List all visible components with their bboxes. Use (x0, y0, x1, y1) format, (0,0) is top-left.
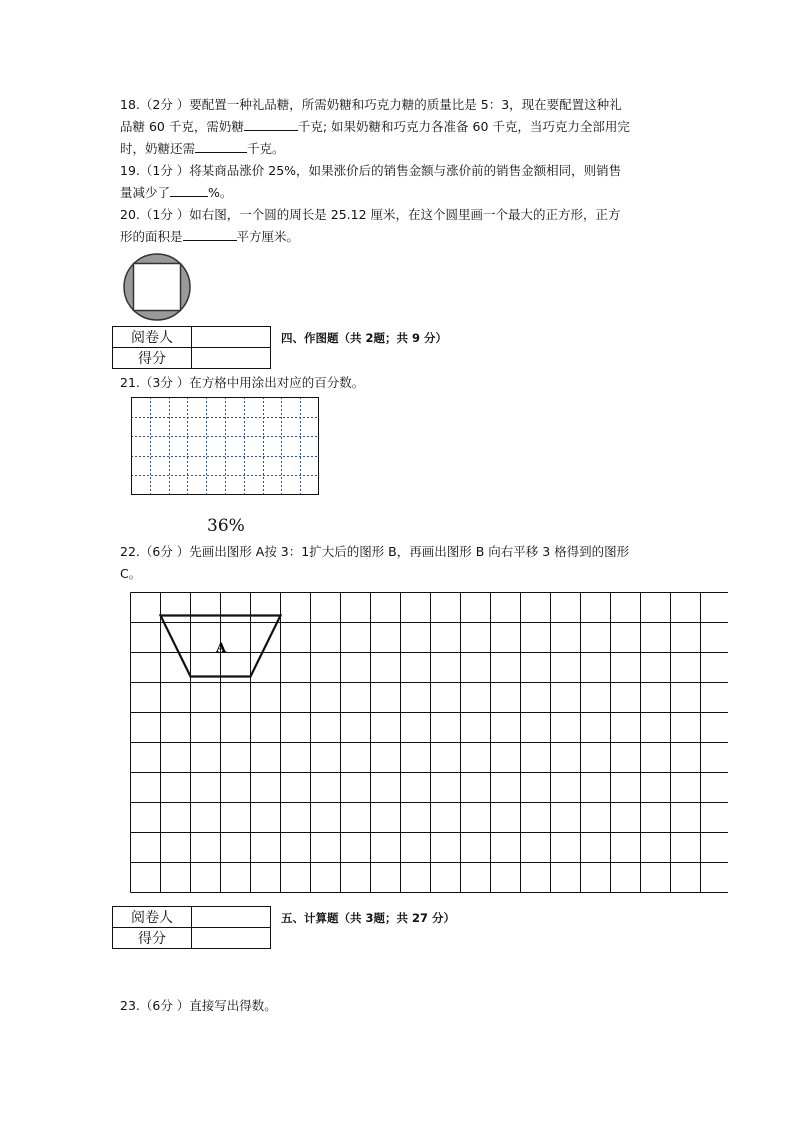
q20-line1: 20.（1分 ）如右图，一个圆的周长是 25.12 厘米，在这个圆里画一个最大的正方形，正方 (120, 207, 621, 222)
q20-line2 (120, 226, 680, 248)
answer-blank-area[interactable] (183, 227, 237, 241)
q19-line1: 19.（1分 ）将某商品涨价 25%，如果涨价后的销售金额与涨价前的销售金额相同，则销售 (120, 163, 622, 178)
q22-line2: C。 (120, 566, 142, 581)
question-19 (120, 160, 680, 204)
reviewer-label: 阅卷人 (113, 327, 192, 348)
score-field[interactable] (192, 348, 271, 369)
q20-text-a: 形的面积是 (120, 229, 183, 244)
reviewer-label-2: 阅卷人 (113, 907, 192, 928)
percent-grid[interactable] (131, 397, 320, 496)
question-18 (120, 94, 680, 160)
target-percent: 36% (207, 516, 245, 536)
score-field-2[interactable] (192, 928, 271, 949)
question-20 (120, 204, 680, 248)
q18-line2 (120, 116, 680, 138)
q22-line1: 22.（6分 ）先画出图形 A按 3：1扩大后的图形 B，再画出图形 B 向右平移 3 格得到的图形 (120, 544, 630, 559)
answer-blank-percent[interactable] (170, 183, 208, 197)
drawing-grid[interactable] (130, 592, 728, 897)
q18-text-b: 千克; 如果奶糖和巧克力各准备 60 千克，当巧克力全部用完 (297, 119, 630, 134)
circle-square-figure (122, 252, 192, 322)
score-table-2 (112, 906, 271, 949)
q19-line2 (120, 182, 680, 204)
question-22 (120, 541, 690, 585)
answer-blank-sugar[interactable] (244, 117, 298, 131)
shape-a-label: A (216, 641, 227, 656)
score-label: 得分 (113, 348, 192, 369)
inscribed-square (134, 264, 181, 311)
score-label-2: 得分 (113, 928, 192, 949)
question-21: 21.（3分 ）在方格中用涂出对应的百分数。 (120, 375, 365, 390)
q20-text-b: 平方厘米。 (236, 229, 300, 244)
answer-blank-remaining[interactable] (195, 139, 247, 153)
q18-line1: 18.（2分 ）要配置一种礼品糖，所需奶糖和巧克力糖的质量比是 5：3，现在要配置这种礼 (120, 97, 622, 112)
q18-text-d: 千克。 (247, 141, 285, 156)
reviewer-field[interactable] (192, 327, 271, 348)
section-4-title: 四、作图题（共 2题；共 9 分） (281, 331, 448, 345)
q18-text-a: 品糖 60 千克，需奶糖 (120, 119, 244, 134)
score-table-1 (112, 326, 271, 369)
q19-text-a: 量减少了 (120, 185, 171, 200)
q18-text-c: 时，奶糖还需 (120, 141, 196, 156)
reviewer-field-2[interactable] (192, 907, 271, 928)
section-5-title: 五、计算题（共 3题；共 27 分） (281, 911, 456, 925)
q18-line3 (120, 138, 680, 160)
q19-text-b: %。 (208, 185, 233, 200)
question-23: 23.（6分 ）直接写出得数。 (120, 998, 277, 1013)
